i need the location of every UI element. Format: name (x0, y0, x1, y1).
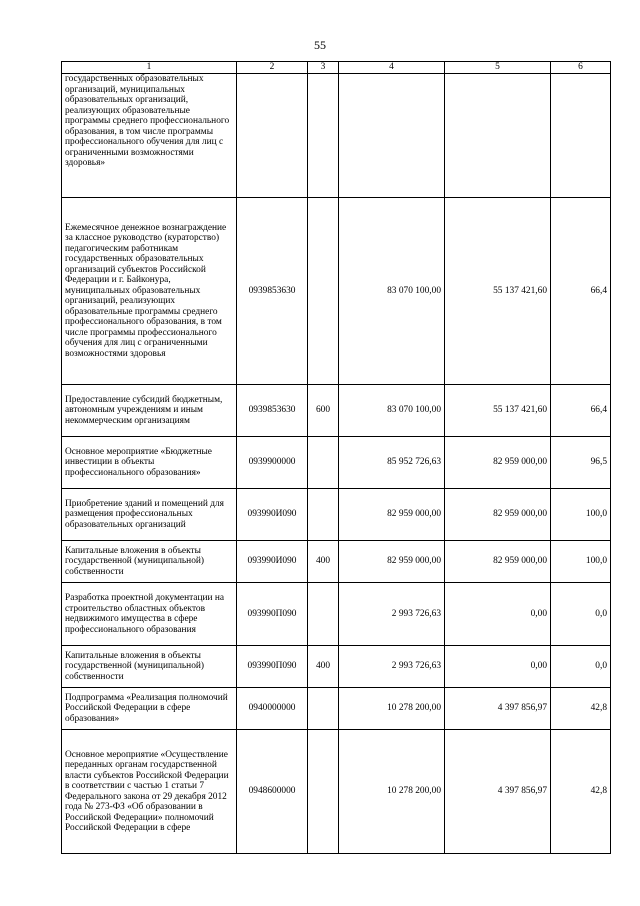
expense-type (308, 437, 339, 489)
header-row (62, 62, 611, 74)
column-header: 6 (551, 62, 611, 74)
actual-amount: 82 959 000,00 (445, 541, 551, 583)
actual-amount: 55 137 421,60 (445, 198, 551, 385)
target-code: 093990П090 (237, 646, 308, 688)
execution-percent: 100,0 (551, 541, 611, 583)
plan-amount: 2 993 726,63 (339, 583, 445, 646)
plan-amount (339, 74, 445, 198)
execution-percent: 66,4 (551, 385, 611, 437)
table-row (62, 583, 611, 646)
execution-percent: 66,4 (551, 198, 611, 385)
page-number: 55 (314, 38, 326, 52)
expense-type (308, 583, 339, 646)
table-row (62, 541, 611, 583)
expense-type: 400 (308, 541, 339, 583)
column-header: 5 (445, 62, 551, 74)
execution-percent: 42,8 (551, 688, 611, 730)
row-name: Основное мероприятие «Бюджетные инвестиции в объекты профессионального образования» (62, 437, 237, 489)
plan-amount: 82 959 000,00 (339, 541, 445, 583)
table-row (62, 489, 611, 541)
execution-percent: 42,8 (551, 730, 611, 854)
budget-table (61, 61, 611, 854)
target-code: 0939900000 (237, 437, 308, 489)
plan-amount: 10 278 200,00 (339, 730, 445, 854)
target-code: 0939853630 (237, 198, 308, 385)
expense-type (308, 688, 339, 730)
actual-amount (445, 74, 551, 198)
expense-type: 600 (308, 385, 339, 437)
table-row (62, 198, 611, 385)
table-row (62, 385, 611, 437)
expense-type: 400 (308, 646, 339, 688)
plan-amount: 83 070 100,00 (339, 198, 445, 385)
target-code: 093990И090 (237, 489, 308, 541)
actual-amount: 0,00 (445, 583, 551, 646)
actual-amount: 4 397 856,97 (445, 688, 551, 730)
plan-amount: 85 952 726,63 (339, 437, 445, 489)
column-header: 1 (62, 62, 237, 74)
plan-amount: 82 959 000,00 (339, 489, 445, 541)
target-code: 093990П090 (237, 583, 308, 646)
table-row (62, 437, 611, 489)
row-name: Предоставление субсидий бюджетным, автономным учреждениям и иным некоммерческим организациям (62, 385, 237, 437)
execution-percent: 0,0 (551, 583, 611, 646)
column-header: 3 (308, 62, 339, 74)
expense-type (308, 74, 339, 198)
column-header: 2 (237, 62, 308, 74)
expense-type (308, 489, 339, 541)
actual-amount: 0,00 (445, 646, 551, 688)
plan-amount: 83 070 100,00 (339, 385, 445, 437)
actual-amount: 4 397 856,97 (445, 730, 551, 854)
row-name: Ежемесячное денежное вознаграждение за классное руководство (кураторство) педагогическим работникам государственных образовательных организаций субъектов Российской Федерации и г. Байконура, муниципальных образовательных организаций, реализующих образовательные программы среднего профессионального образования, в том числе программы профессионального обучения для лиц с ограниченными возможностями здоровья (62, 198, 237, 385)
target-code: 093990И090 (237, 541, 308, 583)
table-row (62, 688, 611, 730)
plan-amount: 2 993 726,63 (339, 646, 445, 688)
execution-percent: 96,5 (551, 437, 611, 489)
row-name: Подпрограмма «Реализация полномочий Российской Федерации в сфере образования» (62, 688, 237, 730)
row-name: Приобретение зданий и помещений для размещения профессиональных образовательных организаций (62, 489, 237, 541)
table-row (62, 74, 611, 198)
row-name: Основное мероприятие «Осуществление переданных органам государственной власти субъектов Российской Федерации в соответствии с частью 1 статьи 7 Федерального закона от 29 декабря 2012 года № 273-ФЗ «Об образовании в Российской Федерации» полномочий Российской Федерации в сфере (62, 730, 237, 854)
execution-percent: 100,0 (551, 489, 611, 541)
execution-percent: 0,0 (551, 646, 611, 688)
actual-amount: 55 137 421,60 (445, 385, 551, 437)
execution-percent (551, 74, 611, 198)
row-name: государственных образовательных организаций, муниципальных образовательных организаций, реализующих образовательные программы среднего профессионального образования, в том числе программы профессионального обучения для лиц с ограниченными возможностями здоровья» (62, 74, 237, 198)
table-row (62, 730, 611, 854)
target-code (237, 74, 308, 198)
expense-type (308, 198, 339, 385)
plan-amount: 10 278 200,00 (339, 688, 445, 730)
table-row (62, 646, 611, 688)
actual-amount: 82 959 000,00 (445, 437, 551, 489)
row-name: Капитальные вложения в объекты государственной (муниципальной) собственности (62, 541, 237, 583)
target-code: 0940000000 (237, 688, 308, 730)
target-code: 0948600000 (237, 730, 308, 854)
row-name: Капитальные вложения в объекты государственной (муниципальной) собственности (62, 646, 237, 688)
row-name: Разработка проектной документации на строительство областных объектов недвижимого имущества в сфере профессионального образования (62, 583, 237, 646)
column-header: 4 (339, 62, 445, 74)
target-code: 0939853630 (237, 385, 308, 437)
expense-type (308, 730, 339, 854)
actual-amount: 82 959 000,00 (445, 489, 551, 541)
